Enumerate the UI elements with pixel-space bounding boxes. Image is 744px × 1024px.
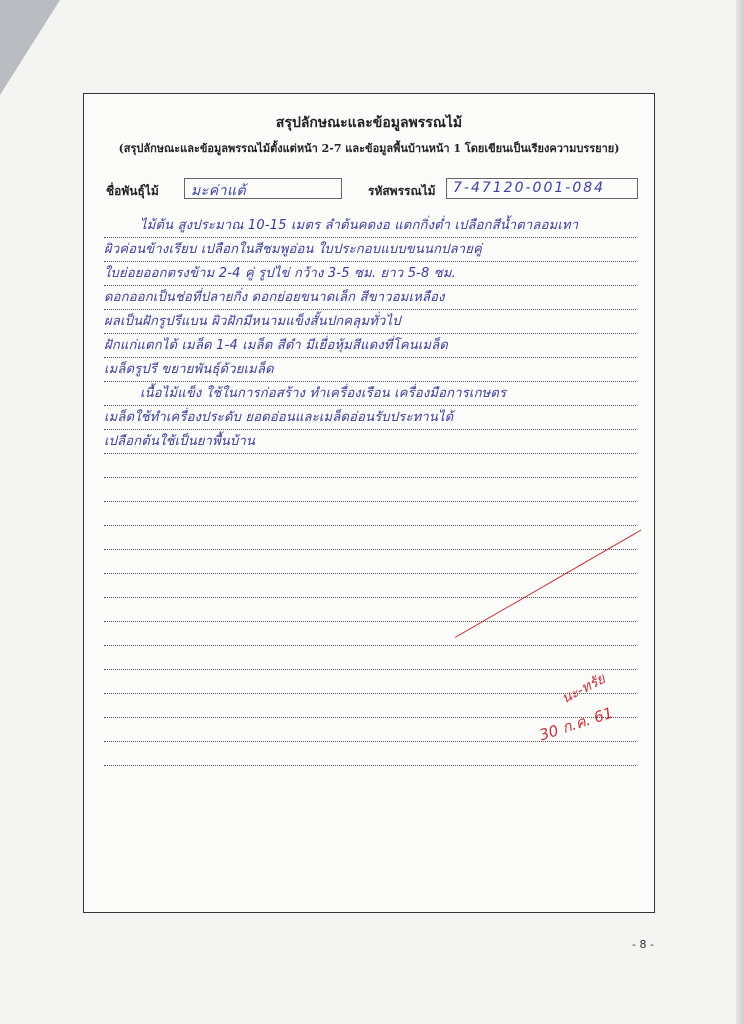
- description-line: [104, 550, 636, 574]
- description-line: [104, 502, 636, 526]
- species-name-field[interactable]: มะค่าแต้: [184, 178, 342, 199]
- description-line: เปลือกต้นใช้เป็นยาพื้นบ้าน: [104, 430, 636, 454]
- species-code-field[interactable]: 7-47120-001-084: [446, 178, 638, 199]
- description-line: ดอกออกเป็นช่อที่ปลายกิ่ง ดอกย่อยขนาดเล็ก สีขาวอมเหลือง: [104, 286, 636, 310]
- form-frame: [83, 93, 655, 913]
- description-line: [104, 454, 636, 478]
- description-line: ผลเป็นฝักรูปรีแบน ผิวฝักมีหนามแข็งสั้นปกคลุมทั่วไป: [104, 310, 636, 334]
- scanned-page-edge: [736, 0, 744, 1024]
- description-line: [104, 622, 636, 646]
- description-line: ผิวค่อนข้างเรียบ เปลือกในสีชมพูอ่อน ใบประกอบแบบขนนกปลายคู่: [104, 238, 636, 262]
- species-code-label: รหัสพรรณไม้: [368, 184, 436, 198]
- description-line: [104, 598, 636, 622]
- scanned-page-fold: [0, 0, 60, 95]
- description-line: [104, 646, 636, 670]
- description-line: [104, 526, 636, 550]
- species-name-label: ชื่อพันธุ์ไม้: [106, 184, 159, 198]
- description-line: เนื้อไม้แข็ง ใช้ในการก่อสร้าง ทำเครื่องเรือน เครื่องมือการเกษตร: [104, 382, 636, 406]
- form-subtitle: (สรุปลักษณะและข้อมูลพรรณไม้ตั้งแต่หน้า 2-7 และข้อมูลพื้นบ้านหน้า 1 โดยเขียนเป็นเรียงความบรรยาย): [118, 142, 620, 155]
- description-line: [104, 670, 636, 694]
- page-number: - 8 -: [632, 938, 654, 951]
- signature: นะ-ทรัย: [559, 670, 609, 708]
- description-line: [104, 478, 636, 502]
- description-line: ฝักแก่แตกได้ เมล็ด 1-4 เมล็ด สีดำ มีเยื่อหุ้มสีแดงที่โคนเมล็ด: [104, 334, 636, 358]
- description-line: เมล็ดใช้ทำเครื่องประดับ ยอดอ่อนและเมล็ดอ่อนรับประทานได้: [104, 406, 636, 430]
- description-line: ใบย่อยออกตรงข้าม 2-4 คู่ รูปไข่ กว้าง 3-5 ซม. ยาว 5-8 ซม.: [104, 262, 636, 286]
- signature-date: 30 ก.ค. 61: [537, 703, 616, 745]
- description-line: ไม้ต้น สูงประมาณ 10-15 เมตร ลำต้นคดงอ แตกกิ่งต่ำ เปลือกสีน้ำตาลอมเทา: [104, 214, 636, 238]
- description-line: เมล็ดรูปรี ขยายพันธุ์ด้วยเมล็ด: [104, 358, 636, 382]
- description-line: [104, 694, 636, 718]
- description-line: [104, 742, 636, 766]
- form-title: สรุปลักษณะและข้อมูลพรรณไม้: [275, 115, 463, 131]
